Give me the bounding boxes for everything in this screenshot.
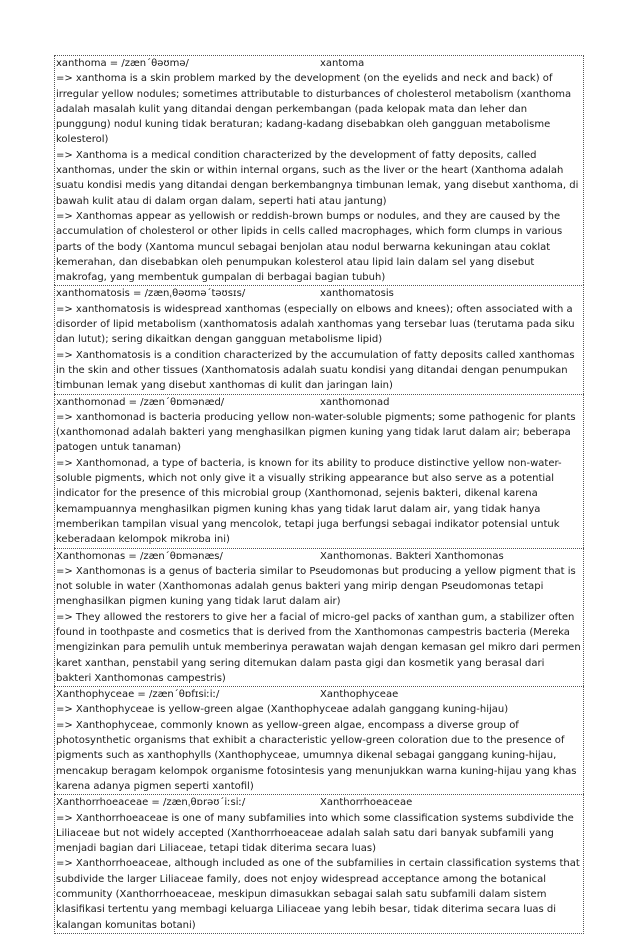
definition-paragraph: => xanthomonad is bacteria producing yellow non-water-soluble pigments; some pathogenic for plants (xanthomonad adalah bakteri yang menghasilkan pigmen kuning yang tidak larut dalam air; beberapa patogen untuk tanaman) [56,411,576,454]
definition-paragraph: => Xanthorrhoeaceae, although included as one of the subfamilies in certain classification systems that subdivide the larger Liliaceae family, does not enjoy widespread acceptance among the botanical community (Xanthorrhoeaceae, meskipun dimasukkan sebagai salah satu subfamili dalam sistem klasifikasi tertentu yang membagi keluarga Liliaceae yang lebih besar, tidak diterima secara luas di kalangan komunitas botani) [56,858,580,931]
translation: Xanthophyceae [320,689,399,701]
headword: Xanthorrhoeaceae = /zænˌθɒrəʊ΄iːsiː/ [56,797,246,809]
entry-xanthoma [54,55,584,285]
entry-xanthomatosis [54,285,584,393]
definition-paragraph: => Xanthophyceae, commonly known as yellow-green algae, encompass a diverse group of photosynthetic organisms that exhibit a characteristic yellow-green coloration due to the presence of pigments such as xanthophylls (Xanthophyceae, umumnya dikenal sebagai ganggang kuning-hijau, mencakup beragam kelompok organisme fotosintesis yang menunjukkan warna kuning-hijau yang khas karena adanya pigmen seperti xantofil) [56,719,577,792]
definition-paragraph: => xanthoma is a skin problem marked by the development (on the eyelids and neck and back) of irregular yellow nodules; sometimes attributable to disturbances of cholesterol metabolism (xanthoma adalah masalah kulit yang ditandai dengan perkembangan (pada kelopak mata dan leher dan punggung) nodul kuning tidak beraturan; kadang-kadang disebabkan oleh gangguan metabolisme kolesterol) [56,73,572,146]
entry-header [56,56,582,71]
translation: Xanthorrhoeaceae [320,797,413,809]
headword: xanthoma = /zæn΄θəʊmə/ [56,58,189,69]
entry-header [56,395,582,410]
translation: xantoma [320,58,365,69]
headword: Xanthophyceae = /zæn΄θɒfɪsiːiː/ [56,689,220,701]
translation: Xanthomonas. Bakteri Xanthomonas [320,550,504,562]
definition-paragraph: => Xanthophyceae is yellow-green algae (Xanthophyceae adalah ganggang kuning-hijau) [56,704,509,716]
translation: xanthomatosis [320,288,394,300]
entry-header [56,286,582,301]
entry-header [56,687,582,702]
definition-paragraph: => Xanthomonad, a type of bacteria, is known for its ability to produce distinctive yellow non-water-soluble pigments, which not only give it a visually striking appearance but also serve as a potential indicator for the presence of this microbial group (Xanthomonad, sejenis bakteri, dikenal karena kemampuannya menghasilkan pigmen kuning khas yang tidak larut dalam air, yang tidak hanya memberikan tampilan visual yang mencolok, tetapi juga berfungsi sebagai indikator potensial untuk keberadaan kelompok mikroba ini) [56,457,562,546]
headword: xanthomonad = /zæn΄θɒmənæd/ [56,396,225,408]
entry-xanthophyceae [54,686,584,794]
definition-paragraph: => xanthomatosis is widespread xanthomas (especially on elbows and knees); often associated with a disorder of lipid metabolism (xanthomatosis adalah xanthomas yang tersebar luas (terutama pada siku dan lutut); sering dikaitkan dengan gangguan metabolisme lipid) [56,303,575,346]
headword: Xanthomonas = /zæn΄θɒmənæs/ [56,550,223,562]
headword: xanthomatosis = /zænˌθəʊmə΄təʊsɪs/ [56,288,246,300]
definition-paragraph: => Xanthomonas is a genus of bacteria similar to Pseudomonas but producing a yellow pigment that is not soluble in water (Xanthomonas adalah genus bakteri yang mirip dengan Pseudomonas tetapi menghasilkan pigmen kuning yang tidak larut dalam air) [56,565,576,608]
definition-paragraph: => They allowed the restorers to give her a facial of micro-gel packs of xanthan gum, a stabilizer often found in toothpaste and cosmetics that is derived from the Xanthomonas campestris bacteria (Mereka mengizinkan para pemulih untuk memberinya perawatan wajah dengan kemasan gel mikro dari permen karet xanthan, penstabil yang sering ditemukan dalam pasta gigi dan kosmetik yang berasal dari bakteri Xanthomonas campestris) [56,611,581,684]
entry-xanthorrhoeaceae [54,794,584,934]
dictionary-sheet [54,55,584,934]
definition-paragraph: => Xanthomatosis is a condition characterized by the accumulation of fatty deposits called xanthomas in the skin and other tissues (Xanthomatosis adalah suatu kondisi yang ditandai dengan penumpukan timbunan lemak yang disebut xanthomas di kulit dan jaringan lain) [56,349,575,392]
entry-header [56,549,582,564]
translation: xanthomonad [320,396,390,408]
definition-paragraph: => Xanthoma is a medical condition characterized by the development of fatty deposits, called xanthomas, under the skin or within internal organs, such as the liver or the heart (Xanthoma adalah suatu kondisi medis yang ditandai dengan berkembangnya timbunan lemak, yang disebut xanthoma, di bawah kulit atau di dalam organ dalam, seperti hati atau jantung) [56,149,579,207]
definition-paragraph: => Xanthorrhoeaceae is one of many subfamilies into which some classification systems subdivide the Liliaceae but not widely accepted (Xanthorrhoeaceae adalah salah satu dari banyak subfamili yang menjadi bagian dari Liliaceae, tetapi tidak diterima secara luas) [56,812,574,855]
entry-xanthomonas [54,548,584,687]
definition-paragraph: => Xanthomas appear as yellowish or reddish-brown bumps or nodules, and they are caused by the accumulation of cholesterol or other lipids in cells called macrophages, which form clumps in various parts of the body (Xantoma muncul sebagai benjolan atau nodul berwarna kekuningan atau coklat kemerahan, dan disebabkan oleh penumpukan kolesterol atau lipid lain dalam sel yang disebut makrofag, yang membentuk gumpalan di berbagai bagian tubuh) [56,210,563,284]
entry-xanthomonad [54,394,584,548]
entry-header [56,795,582,810]
